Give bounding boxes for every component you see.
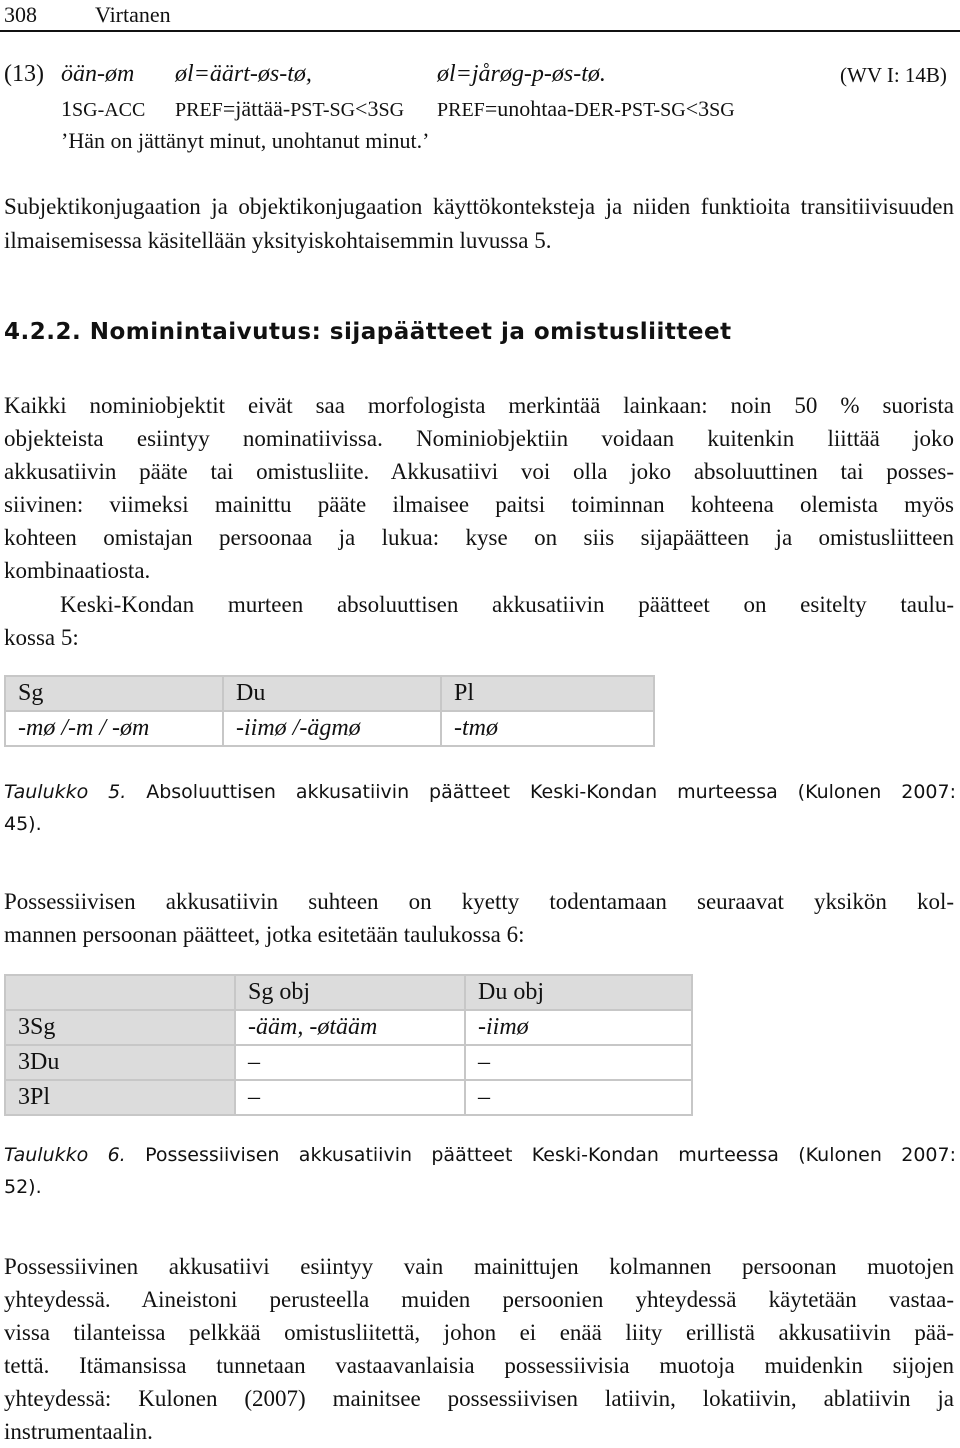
paragraph-2-line: Kaikki nominiobjektit eivät saa morfologista merkintää lainkaan: noin 50 % suorista <box>4 393 954 418</box>
paragraph-1: Subjektikonjugaation ja objektikonjugaation käyttökonteksteja ja niiden funktioita transitiivisuuden ilmaisemisessa käsitellään yksityiskohtaisemmin luvussa 5. <box>4 194 954 253</box>
paragraph-5-line: Possessiivinen akkusatiivi esiintyy vain mainittujen kolmannen persoonan muotojen <box>4 1254 954 1279</box>
paragraph-5-line: yhteydessä: Kulonen (2007) mainitsee possessiivisen latiivin, lokatiivin, ablatiivin ja <box>4 1386 954 1411</box>
example-word-1: öän-øm <box>61 61 135 87</box>
table-cell: – <box>235 1080 465 1115</box>
caption-text-continued: 52). <box>4 1176 42 1198</box>
table-cell: – <box>465 1045 692 1080</box>
paragraph-5-line: vissa tilanteissa pelkkää omistusliitettä, johon ei enää liity erillistä akkusatiivin pää- <box>4 1320 954 1345</box>
table-header-row <box>5 676 654 711</box>
table-header-cell <box>5 975 235 1010</box>
paragraph-3-line: Keski-Kondan murteen absoluuttisen akkusatiivin päätteet on esitelty taulu- <box>60 592 954 617</box>
table-row-header: 3Pl <box>5 1080 235 1115</box>
table-cell: -ääm, -øtääm <box>235 1010 465 1045</box>
paragraph-2-line: kombinaatiosta. <box>4 558 151 583</box>
caption-label: Taulukko 6. <box>4 1144 126 1166</box>
table-cell: -iimø /-ägmø <box>223 711 441 746</box>
running-author: Virtanen <box>95 2 171 27</box>
table-cell: – <box>465 1080 692 1115</box>
table-cell: -tmø <box>441 711 654 746</box>
table-row <box>5 1080 692 1115</box>
table-6 <box>4 974 693 1116</box>
example-number: (13) <box>4 61 44 87</box>
table-6-caption <box>4 1139 956 1203</box>
paragraph-2-line: objekteista esiintyy nominatiivissa. Nominiobjektiin voidaan kuitenkin liittää joko <box>4 426 954 451</box>
table-row <box>5 711 654 746</box>
table-row <box>5 1045 692 1080</box>
caption-label: Taulukko 5. <box>4 781 127 803</box>
table-header-cell: Sg <box>5 676 223 711</box>
paragraph-5 <box>4 1250 954 1448</box>
gloss-3: PREF=unohtaa-DER-PST-SG<3SG <box>437 96 735 121</box>
section-heading: 4.2.2. Nominintaivutus: sijapäätteet ja omistusliitteet <box>4 319 732 345</box>
table-header-cell: Du <box>223 676 441 711</box>
caption-text: Possessiivisen akkusatiivin päätteet Keski-Kondan murteessa (Kulonen 2007: <box>145 1144 956 1166</box>
gloss-2: PREF=jättää-PST-SG<3SG <box>175 96 405 121</box>
table-header-cell: Pl <box>441 676 654 711</box>
example-word-3: øl=jårøg-p-øs-tø. <box>437 61 606 87</box>
table-cell: -iimø <box>465 1010 692 1045</box>
table-5 <box>4 675 655 747</box>
table-5-caption <box>4 776 956 840</box>
paragraph-2-line: akkusatiivin pääte tai omistusliite. Akkusatiivi voi olla joko absoluuttinen tai posses- <box>4 459 954 484</box>
paragraph-4-line: Possessiivisen akkusatiivin suhteen on kyetty todentamaan seuraavat yksikön kol- <box>4 889 954 914</box>
table-row-header: 3Du <box>5 1045 235 1080</box>
paragraph-2-line: siivinen: viimeksi mainittu pääte ilmaisee paitsi toiminnan kohteena olemista myös <box>4 492 954 517</box>
table-header-row <box>5 975 692 1010</box>
caption-text: Absoluuttisen akkusatiivin päätteet Keski-Kondan murteessa (Kulonen 2007: <box>146 781 956 803</box>
paragraph-4-line: mannen persoonan päätteet, jotka esitetään taulukossa 6: <box>4 922 525 947</box>
paragraph-4 <box>4 885 954 951</box>
paragraph-5-line: yhteydessä. Aineistoni perusteella muiden persoonien yhteydessä käytetään vastaa- <box>4 1287 954 1312</box>
example-translation: ’Hän on jättänyt minut, unohtanut minut.’ <box>61 128 430 153</box>
gloss-1: 1SG-ACC <box>61 96 146 121</box>
paragraph-2-line: kohteen omistajan persoonaa ja lukua: kyse on siis sijapäätteen ja omistusliitteen <box>4 525 954 550</box>
table-header-cell: Du obj <box>465 975 692 1010</box>
paragraph-5-line: instrumentaalin. <box>4 1419 153 1444</box>
table-row <box>5 1010 692 1045</box>
paragraph-5-line: tettä. Itämansissa tunnetaan vastaavanlaisia possessiivisia muotoja muidenkin sijojen <box>4 1353 954 1378</box>
table-row-header: 3Sg <box>5 1010 235 1045</box>
example-word-2: øl=äärt-øs-tø, <box>175 61 312 87</box>
table-cell: -mø /-m / -øm <box>5 711 223 746</box>
paragraph-2 <box>4 389 954 587</box>
table-cell: – <box>235 1045 465 1080</box>
paragraph-3 <box>4 588 954 654</box>
page-number: 308 <box>4 2 37 27</box>
table-header-cell: Sg obj <box>235 975 465 1010</box>
caption-text-continued: 45). <box>4 813 42 835</box>
running-header <box>0 0 960 30</box>
paragraph-3-line: kossa 5: <box>4 625 79 650</box>
header-rule <box>0 30 960 32</box>
example-source: (WV I: 14B) <box>840 63 947 87</box>
